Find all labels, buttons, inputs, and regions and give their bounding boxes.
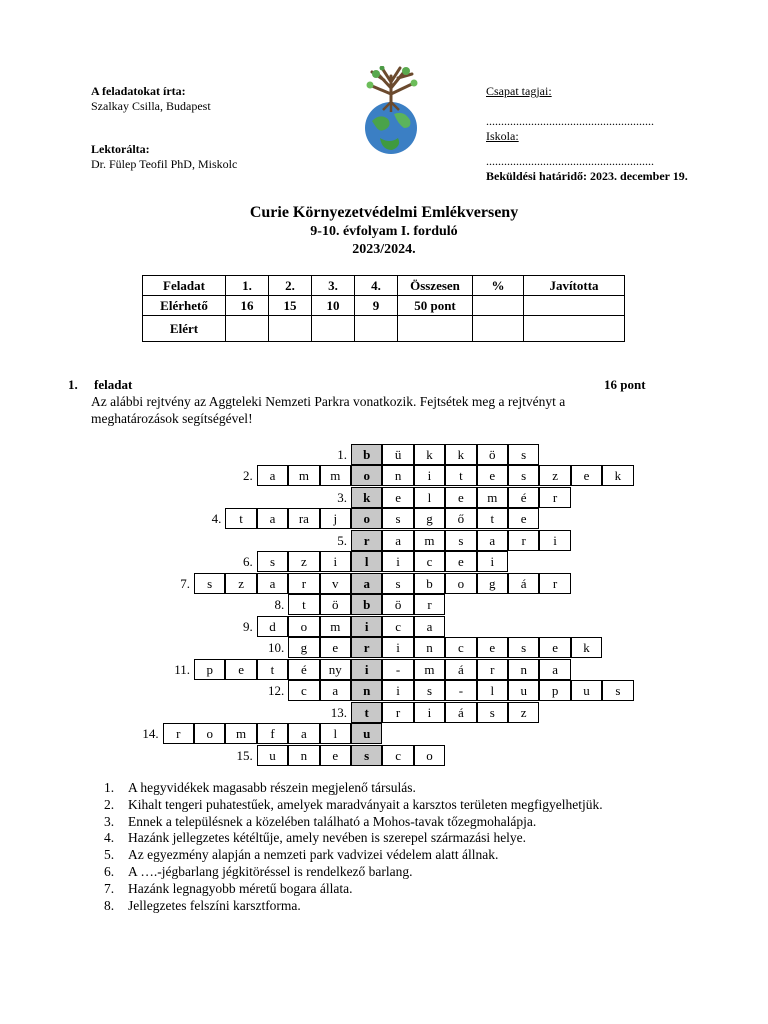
school-label: Iskola: [486, 129, 519, 143]
crossword-cell[interactable]: s [602, 680, 633, 701]
crossword-cell[interactable]: a [257, 508, 288, 529]
crossword-row-number: 13. [330, 704, 347, 720]
table-header: 1. [226, 276, 269, 296]
crossword-cell[interactable]: r [414, 594, 445, 615]
table-cell: 16 [226, 296, 269, 316]
crossword-cell[interactable]: p [194, 659, 225, 680]
clue-item [104, 864, 724, 881]
crossword-cell[interactable]: i [414, 702, 445, 723]
crossword-row-number: 3. [337, 489, 347, 505]
crossword-cell[interactable]: u [571, 680, 602, 701]
crossword-cell[interactable]: k [602, 465, 633, 486]
crossword-cell[interactable]: a [288, 723, 319, 744]
crossword-cell[interactable]: e [225, 659, 256, 680]
crossword-cell[interactable]: é [288, 659, 319, 680]
crossword-cell[interactable]: r [477, 659, 508, 680]
crossword-cell[interactable]: o [194, 723, 225, 744]
crossword-cell[interactable]: a [257, 573, 288, 594]
crossword-key-cell[interactable]: r [351, 530, 382, 551]
crossword-cell[interactable]: i [477, 551, 508, 572]
clue-number: 3. [104, 813, 115, 829]
clue-item [104, 830, 724, 847]
crossword-key-cell[interactable]: a [351, 573, 382, 594]
school-field[interactable]: ........................................................ [486, 154, 654, 168]
author-label: A feladatokat írta: [91, 84, 186, 98]
score-input-cell[interactable] [312, 316, 355, 342]
crossword-key-cell[interactable]: u [351, 723, 382, 744]
crossword-row-number: 9. [243, 618, 253, 634]
crossword-cell[interactable]: c [382, 745, 413, 766]
table-cell: 15 [269, 296, 312, 316]
crossword-row-number: 1. [337, 446, 347, 462]
crossword-cell[interactable]: r [539, 573, 570, 594]
crossword-cell[interactable]: m [414, 659, 445, 680]
table-header: 2. [269, 276, 312, 296]
crossword-cell[interactable]: u [257, 745, 288, 766]
crossword-cell[interactable]: a [414, 616, 445, 637]
crossword-cell[interactable]: á [445, 702, 476, 723]
crossword-cell[interactable]: e [477, 637, 508, 658]
clue-number: 8. [104, 897, 115, 913]
crossword-cell[interactable]: c [414, 551, 445, 572]
crossword-cell[interactable]: n [414, 637, 445, 658]
crossword-key-cell[interactable]: l [351, 551, 382, 572]
crossword-cell[interactable]: s [382, 573, 413, 594]
tree-globe-logo-icon [352, 66, 430, 158]
clue-text: Az egyezmény alapján a nemzeti park vadvizei védelem alatt állnak. [128, 847, 499, 863]
crossword-cell[interactable]: ő [445, 508, 476, 529]
clue-list [104, 780, 724, 914]
crossword-cell[interactable]: g [477, 573, 508, 594]
crossword-cell[interactable]: s [445, 530, 476, 551]
crossword-cell[interactable]: á [445, 659, 476, 680]
crossword-key-cell[interactable]: s [351, 745, 382, 766]
crossword-cell[interactable]: g [288, 637, 319, 658]
crossword-cell[interactable]: a [382, 530, 413, 551]
crossword-key-cell[interactable]: t [351, 702, 382, 723]
crossword-cell[interactable]: i [382, 680, 413, 701]
crossword-cell[interactable]: e [539, 637, 570, 658]
crossword-cell[interactable]: n [382, 465, 413, 486]
crossword-cell[interactable]: n [288, 745, 319, 766]
crossword-cell[interactable]: t [445, 465, 476, 486]
crossword-cell[interactable]: o [414, 745, 445, 766]
crossword-cell[interactable]: f [257, 723, 288, 744]
crossword-cell[interactable]: e [477, 465, 508, 486]
crossword-cell[interactable]: g [414, 508, 445, 529]
crossword-cell[interactable]: k [445, 444, 476, 465]
table-cell: 10 [312, 296, 355, 316]
crossword-cell[interactable]: d [257, 616, 288, 637]
task-points: 16 pont [604, 377, 646, 392]
task-name: feladat [94, 377, 133, 392]
crossword-cell[interactable]: m [414, 530, 445, 551]
crossword-row-number: 15. [236, 747, 253, 763]
crossword-cell[interactable]: c [288, 680, 319, 701]
crossword-cell[interactable]: t [257, 659, 288, 680]
clue-item [104, 881, 724, 898]
crossword-cell[interactable]: s [257, 551, 288, 572]
clue-number: 1. [104, 780, 115, 795]
crossword-cell[interactable]: b [414, 573, 445, 594]
crossword-cell[interactable]: l [414, 487, 445, 508]
crossword-cell[interactable]: i [414, 465, 445, 486]
crossword-row-number: 6. [243, 554, 253, 569]
crossword-cell[interactable]: ny [320, 659, 351, 680]
crossword-cell[interactable]: m [288, 465, 319, 486]
author-name: Szalkay Csilla, Budapest [91, 99, 211, 113]
crossword-cell[interactable]: a [539, 659, 570, 680]
crossword-cell[interactable]: - [382, 659, 413, 680]
crossword-cell[interactable]: r [508, 530, 539, 551]
crossword-cell[interactable]: e [320, 745, 351, 766]
page-subtitle: 9-10. évfolyam I. forduló [310, 224, 458, 239]
table-header: 4. [355, 276, 398, 296]
crossword-row-number: 5. [337, 532, 347, 548]
score-input-cell[interactable] [473, 316, 524, 342]
score-input-cell[interactable] [524, 316, 625, 342]
crossword-cell[interactable]: r [382, 702, 413, 723]
crossword-key-cell[interactable]: b [351, 594, 382, 615]
crossword-cell[interactable]: ü [382, 444, 413, 465]
crossword-row-number: 8. [274, 597, 285, 612]
crossword-cell[interactable]: ö [477, 444, 508, 465]
crossword-cell[interactable]: p [539, 680, 570, 701]
crossword-cell[interactable]: s [508, 637, 539, 658]
clue-text: Ennek a településnek a közelében található a Mohos-tavak tőzegmohalápja. [128, 813, 537, 829]
crossword-cell[interactable]: u [508, 680, 539, 701]
crossword-cell[interactable]: a [477, 530, 508, 551]
crossword-cell[interactable]: z [225, 573, 256, 594]
crossword-cell[interactable]: t [288, 594, 319, 615]
crossword-cell[interactable]: a [257, 465, 288, 486]
table-cell [473, 296, 524, 316]
clue-text: Jellegzetes felszíni karsztforma. [128, 897, 301, 913]
clue-item [104, 847, 724, 864]
crossword-row-number: 2. [243, 468, 253, 483]
clue-number: 2. [104, 796, 115, 812]
crossword-cell[interactable]: l [477, 680, 508, 701]
crossword-cell[interactable]: j [320, 508, 351, 529]
crossword-cell[interactable]: a [320, 680, 351, 701]
clue-number: 7. [104, 880, 115, 896]
crossword-cell[interactable]: m [320, 465, 351, 486]
table-cell [524, 296, 625, 316]
clue-text: Kihalt tengeri puhatestűek, amelyek maradványait a karsztos területen megfigyelhetjük. [128, 796, 603, 812]
crossword-cell[interactable]: s [508, 465, 539, 486]
header-right [486, 84, 716, 184]
crossword-cell[interactable]: e [571, 465, 602, 486]
score-table [142, 275, 625, 342]
task-heading [68, 377, 658, 393]
crossword-cell[interactable]: c [445, 637, 476, 658]
crossword-cell[interactable]: - [445, 680, 476, 701]
crossword-cell[interactable]: ö [320, 594, 351, 615]
crossword-cell[interactable]: i [539, 530, 570, 551]
crossword-cell[interactable]: s [414, 680, 445, 701]
crossword-key-cell[interactable]: n [351, 680, 382, 701]
crossword-cell[interactable]: m [477, 487, 508, 508]
crossword-row-number: 11. [174, 661, 190, 677]
crossword-cell[interactable]: c [382, 616, 413, 637]
score-input-cell[interactable] [269, 316, 312, 342]
crossword-key-cell[interactable]: b [351, 444, 382, 465]
reviewer-label: Lektorálta: [91, 142, 150, 156]
crossword-cell[interactable]: i [320, 551, 351, 572]
crossword-cell[interactable]: s [508, 444, 539, 465]
crossword-key-cell[interactable]: o [351, 508, 382, 529]
clue-text: A hegyvidékek magasabb részein megjelenő társulás. [128, 780, 416, 795]
table-header: Javította [524, 276, 625, 296]
table-header: Feladat [143, 276, 226, 296]
crossword-cell[interactable]: s [194, 573, 225, 594]
task-number: 1. [68, 377, 78, 392]
clue-text: A ….-jégbarlang jégkitöréssel is rendelkező barlang. [128, 863, 413, 879]
clue-item [104, 780, 724, 797]
header-left [91, 84, 237, 172]
crossword-cell[interactable]: e [445, 551, 476, 572]
table-cell: 9 [355, 296, 398, 316]
crossword-cell[interactable]: t [477, 508, 508, 529]
crossword-cell[interactable]: k [571, 637, 602, 658]
crossword-cell[interactable]: e [508, 508, 539, 529]
crossword-key-cell[interactable]: o [351, 465, 382, 486]
team-field[interactable]: ........................................................ [486, 114, 654, 128]
row-label: Elérhető [143, 296, 226, 316]
crossword-cell[interactable]: s [382, 508, 413, 529]
team-label: Csapat tagjai: [486, 84, 552, 98]
crossword-key-cell[interactable]: i [351, 616, 382, 637]
crossword-cell[interactable]: z [539, 465, 570, 486]
crossword-key-cell[interactable]: k [351, 487, 382, 508]
crossword-cell[interactable]: e [382, 487, 413, 508]
crossword-cell[interactable]: z [508, 702, 539, 723]
task-description: Az alábbi rejtvény az Aggteleki Nemzeti Parkra vonatkozik. Fejtsétek meg a rejtvényt a meghatározások segítségével! [91, 394, 566, 426]
clue-item [104, 797, 724, 814]
score-input-cell[interactable] [355, 316, 398, 342]
score-input-cell[interactable] [226, 316, 269, 342]
reviewer-name: Dr. Fülep Teofil PhD, Miskolc [91, 157, 238, 171]
crossword-cell[interactable]: m [225, 723, 256, 744]
deadline: Beküldési határidő: 2023. december 19. [486, 169, 688, 183]
crossword-cell[interactable]: é [508, 487, 539, 508]
crossword-cell[interactable]: o [288, 616, 319, 637]
crossword-cell[interactable]: l [320, 723, 351, 744]
crossword-cell[interactable]: e [445, 487, 476, 508]
table-header: % [473, 276, 524, 296]
crossword-cell[interactable]: r [288, 573, 319, 594]
crossword-cell[interactable]: n [508, 659, 539, 680]
table-cell: 50 pont [398, 296, 473, 316]
school-year: 2023/2024. [352, 242, 416, 257]
crossword-cell[interactable]: t [225, 508, 256, 529]
crossword-key-cell[interactable]: r [351, 637, 382, 658]
row-label: Elért [143, 316, 226, 342]
table-header: 3. [312, 276, 355, 296]
clue-item [104, 898, 724, 915]
crossword-cell[interactable]: r [163, 723, 194, 744]
crossword-cell[interactable]: s [477, 702, 508, 723]
crossword-row-number: 4. [211, 511, 222, 526]
clue-number: 6. [104, 863, 115, 879]
crossword-key-cell[interactable]: i [351, 659, 382, 680]
crossword-cell[interactable]: i [382, 637, 413, 658]
crossword-row-number: 14. [142, 726, 159, 741]
crossword-cell[interactable]: v [320, 573, 351, 594]
crossword-cell[interactable]: á [508, 573, 539, 594]
crossword-cell[interactable]: r [539, 487, 570, 508]
clue-text: Hazánk jellegzetes kétéltűje, amely nevében is szerepel származási helye. [128, 830, 527, 846]
crossword-row-number: 7. [180, 575, 190, 591]
crossword-cell[interactable]: ra [288, 508, 319, 529]
crossword-row-number: 10. [267, 640, 285, 655]
title-block [0, 203, 768, 259]
clue-number: 5. [104, 847, 115, 863]
crossword-cell[interactable]: m [320, 616, 351, 637]
clue-item [104, 814, 724, 831]
crossword-cell[interactable]: o [445, 573, 476, 594]
crossword-cell[interactable]: i [382, 551, 413, 572]
score-input-cell[interactable] [398, 316, 473, 342]
clue-text: Hazánk legnagyobb méretű bogara állata. [128, 880, 353, 896]
clue-number: 4. [104, 830, 115, 846]
crossword-cell[interactable]: e [320, 637, 351, 658]
table-header: Összesen [398, 276, 473, 296]
crossword-cell[interactable]: z [288, 551, 319, 572]
crossword-row-number: 12. [267, 683, 285, 698]
crossword-cell[interactable]: k [414, 444, 445, 465]
crossword-cell[interactable]: ö [382, 594, 413, 615]
page-title: Curie Környezetvédelmi Emlékverseny [249, 204, 519, 221]
